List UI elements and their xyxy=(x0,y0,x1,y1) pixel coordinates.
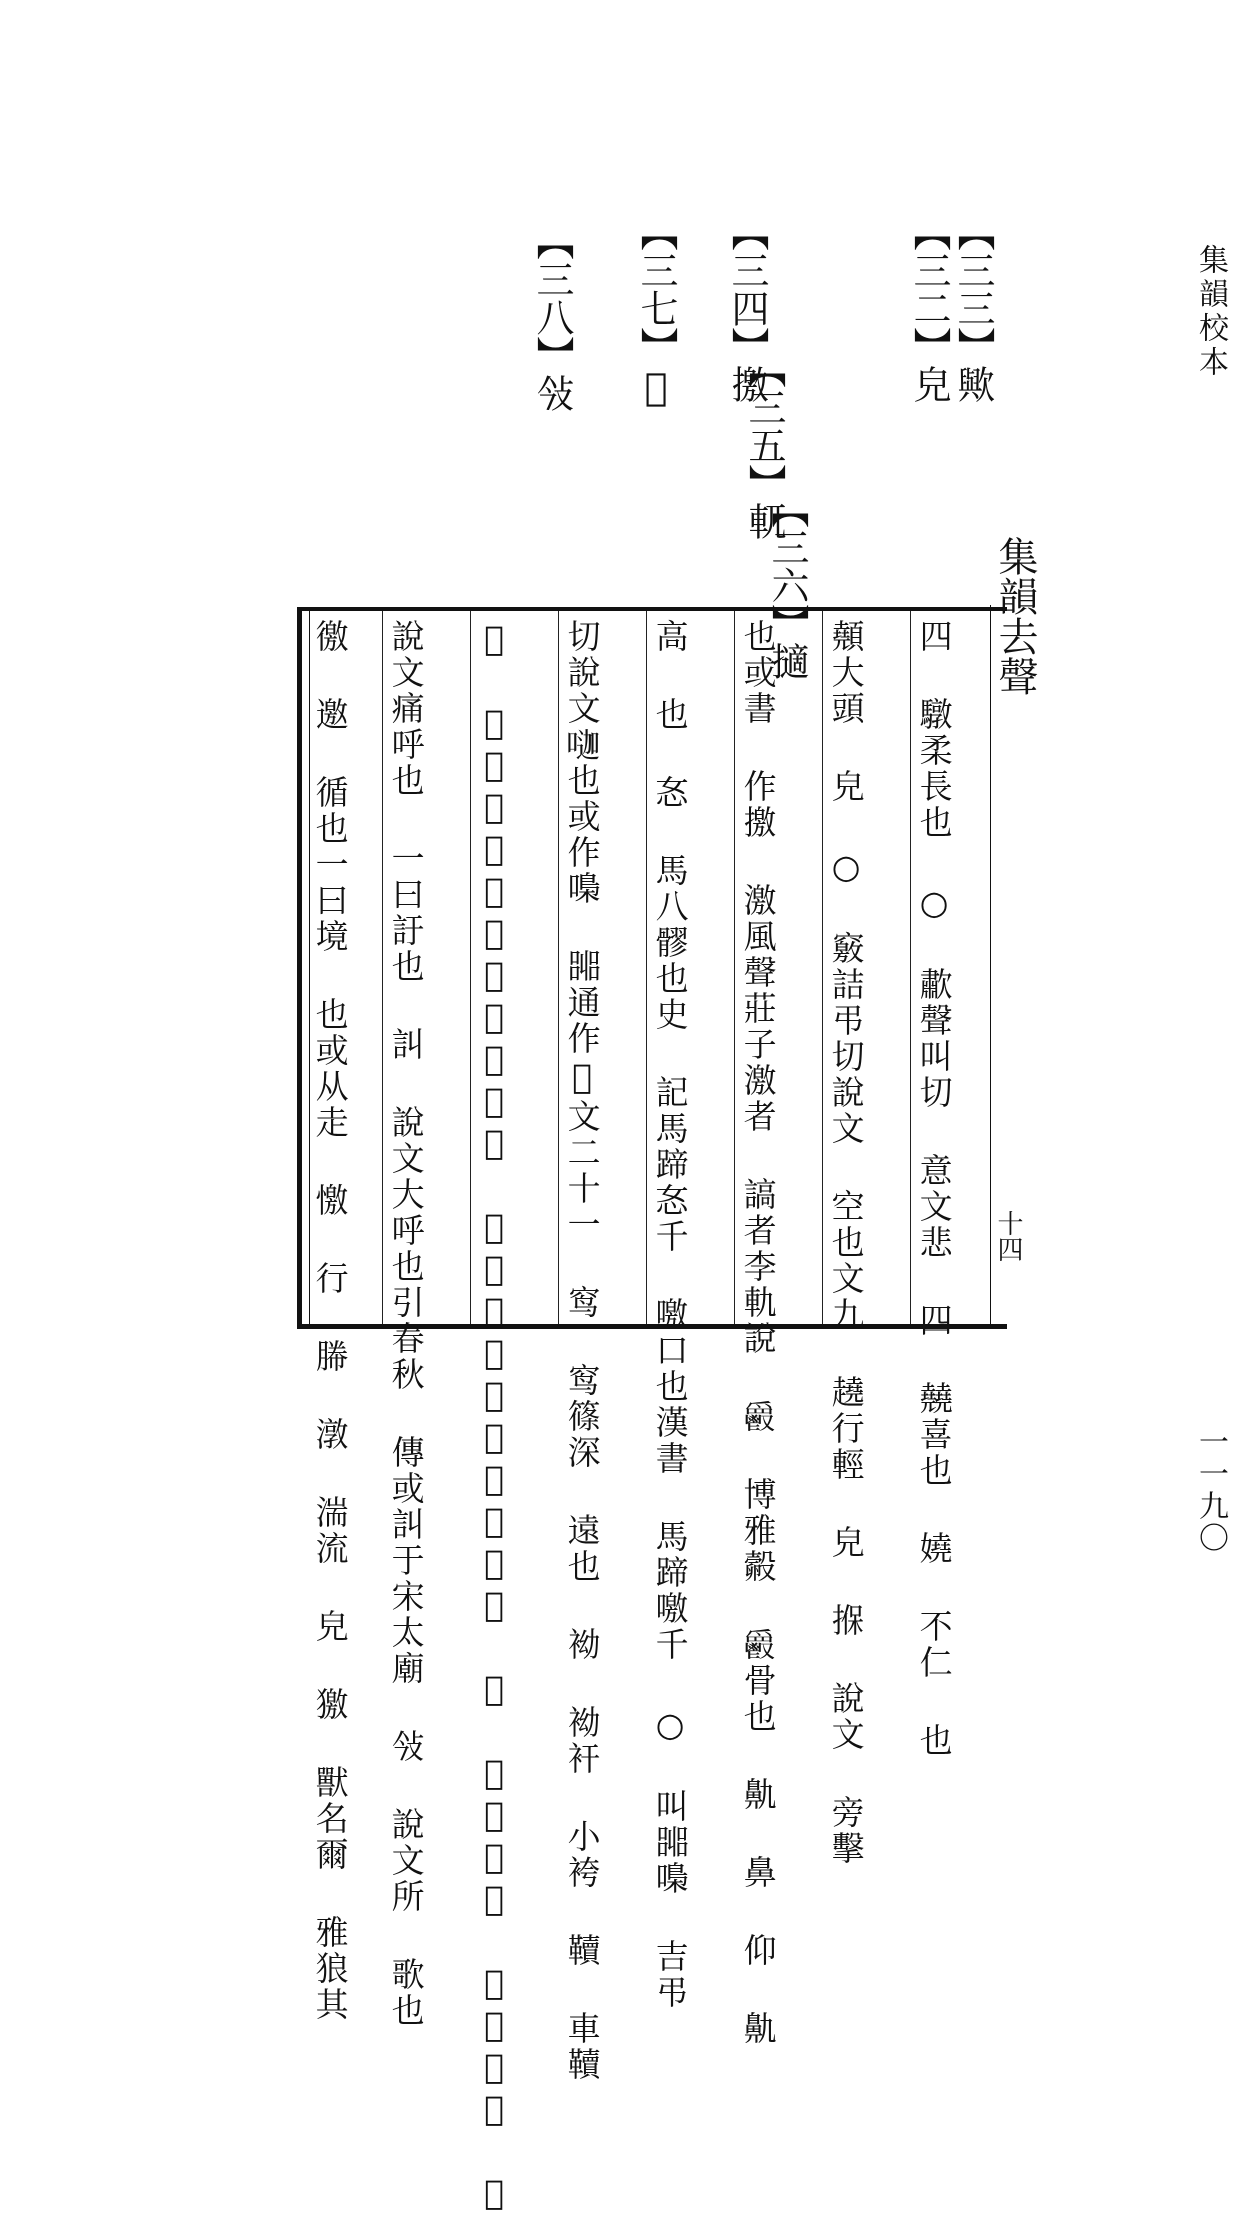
column-rule xyxy=(822,611,823,1324)
book-title: 集韻校本 xyxy=(1193,244,1228,380)
collation-note-36: 【三六】擿 xyxy=(765,490,809,680)
leaf-number: 十四 xyxy=(993,1210,1023,1262)
text-column-1: 四 驐柔長也 ○ 歗聲叫切 意文悲 四 㚁喜也 嬈 不仁 也 xyxy=(914,619,954,1759)
collation-note-34: 【三四】撽 xyxy=(725,213,769,403)
collation-note-32: 【三二】皃 xyxy=(907,213,951,403)
column-rule xyxy=(910,611,911,1324)
collation-note-35: 【三五】軏 xyxy=(742,350,786,540)
column-rule xyxy=(646,611,647,1324)
page-number: 一一九〇 xyxy=(1193,1426,1228,1554)
text-column-4: 高 也 㣽 馬八髎也史 記馬蹄㣽千 噭口也漢書 馬蹄噭千 ○ 叫嘂嘄 吉弔 xyxy=(650,619,690,2011)
text-column-7: 說文痛呼也 一曰訏也 訆 說文大呼也引春秋 傳或訆于宋太廟 㪁 說文所 歌也 xyxy=(386,619,426,2029)
text-column-6: 𠱿 說文高聲也一曰大呼也引 春秋傳魯昭公𠱿然而哭 噭 說文吼也 一曰呼也 謷 xyxy=(474,619,514,2215)
column-rule xyxy=(734,611,735,1324)
collation-note-37: 【三七】𠱿 xyxy=(634,213,678,409)
collation-note-33: 【三三】歟 xyxy=(951,213,995,403)
block-title: 集韻去聲 xyxy=(992,536,1038,696)
text-column-5: 切說文𠷉也或作嘄 嘂通作𠱿文二十一 窎 窎篠深 遠也 袎 袎衦 小袴 韇 車韇 xyxy=(562,619,602,2083)
text-column-3: 也或書 作撽 激風聲莊子激者 謞者李軌說 𩰥 博雅㲉 𩰥骨也 鼽 鼻 仰 鼽 xyxy=(738,619,778,2047)
text-column-2: 顤大頭 皃 ○ 竅詰弔切說文 空也文九 趬行輕 皃 㨐 說文 旁擊 xyxy=(826,619,866,1867)
collation-note-38: 【三八】㪁 xyxy=(530,222,574,412)
text-column-8: 徼 邀 循也一曰境 也或从走 憿 行 幐 潡 湍流 皃 獥 獸名爾 雅狼其 xyxy=(310,619,350,2023)
column-rule xyxy=(558,611,559,1324)
column-rule xyxy=(470,611,471,1324)
column-rule xyxy=(382,611,383,1324)
